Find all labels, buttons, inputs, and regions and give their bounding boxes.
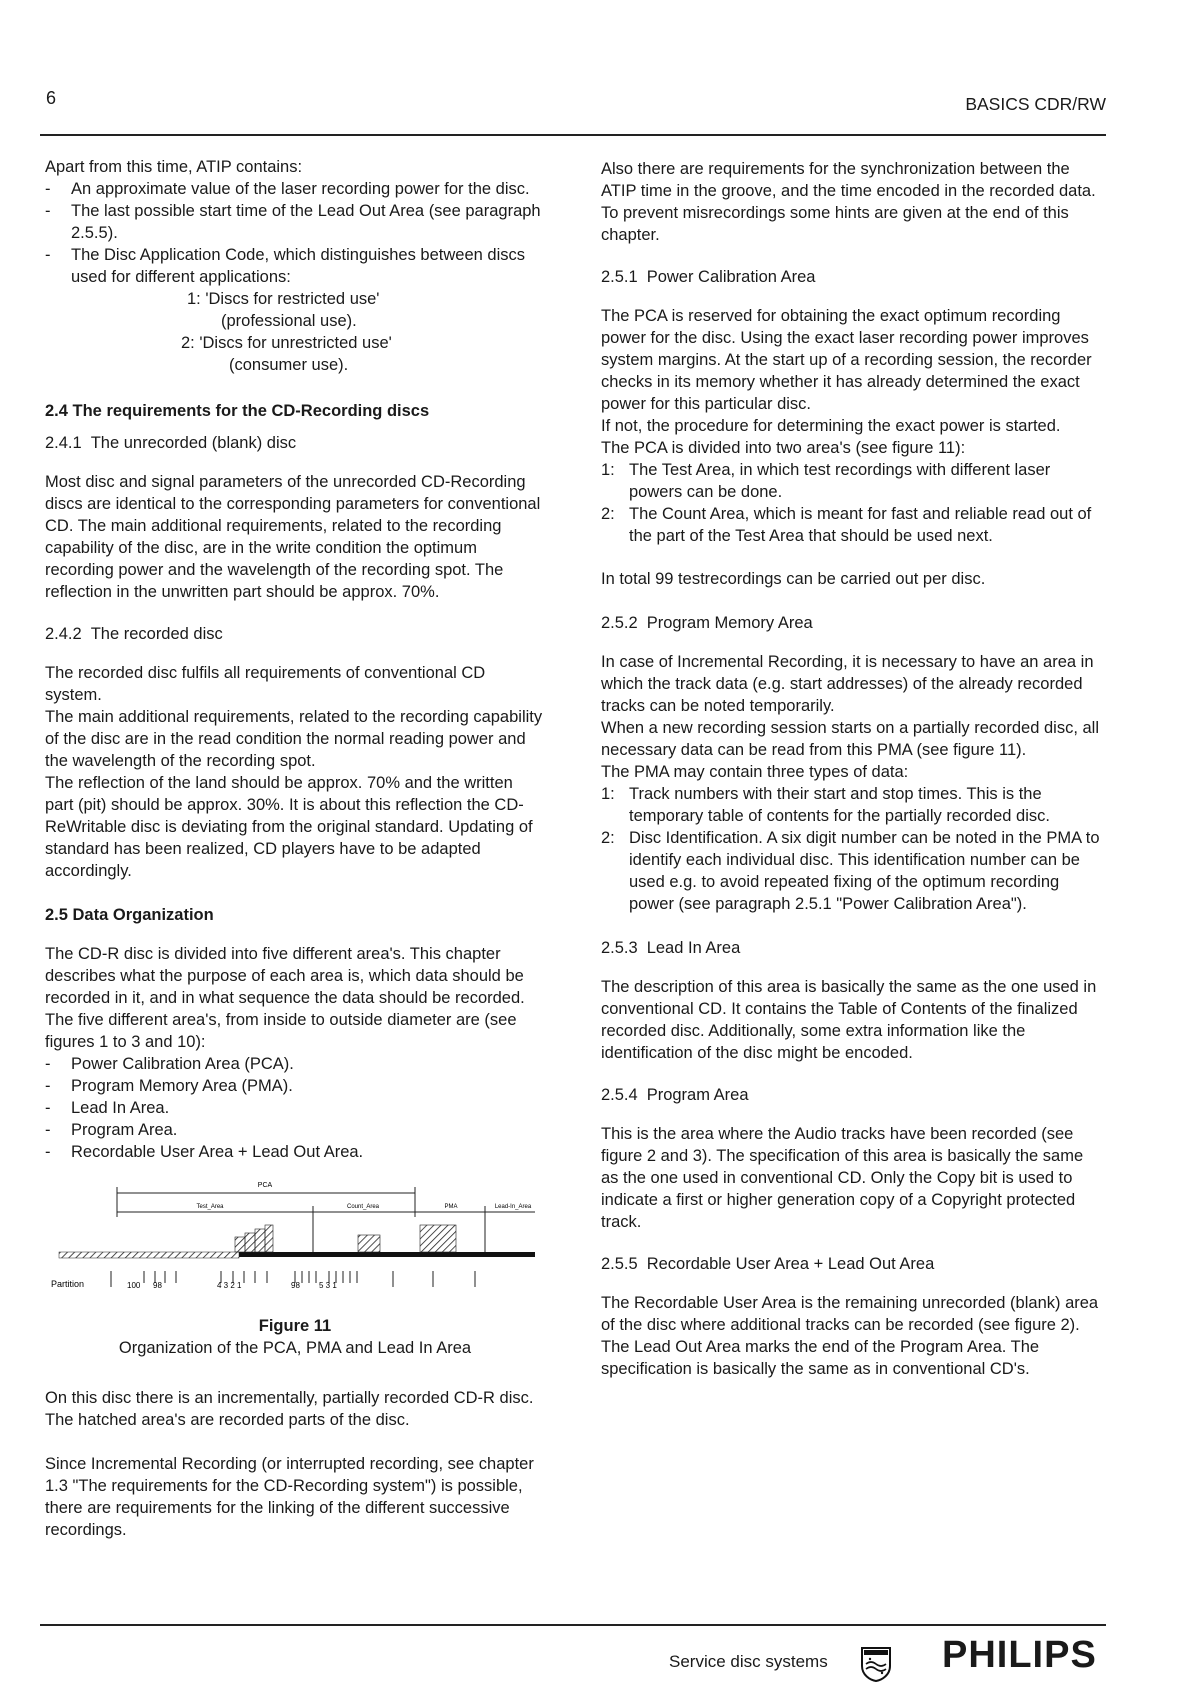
section-number: 2.5.3	[601, 939, 638, 957]
paragraph: The main additional requirements, related to the recording capability of the disc are in the read condition the normal reading power and the wavelength of the recording spot.	[45, 708, 543, 770]
paragraph: When a new recording session starts on a partially recorded disc, all necessary data can be read from this PMA (see figure 11).	[601, 719, 1099, 759]
section-heading-2-5-2	[601, 612, 1101, 634]
running-header: BASICS CDR/RW	[965, 94, 1106, 114]
section-title: Recordable User Area + Lead Out Area	[646, 1255, 935, 1273]
list-item-text: Recordable User Area + Lead Out Area.	[71, 1143, 364, 1161]
header-rule	[40, 134, 1106, 136]
paragraph: The CD-R disc is divided into five different area's. This chapter describes what the purpose of each area is, which data should be recorded in it, and in what sequence the data should be recorded. The five different area's, from inside to outside diameter are (see figures 1 to 3 and 10):	[45, 945, 525, 1051]
test-recording-block	[245, 1233, 255, 1252]
list-item: - Program Memory Area (PMA).	[45, 1077, 293, 1095]
list-marker: 2:	[601, 505, 615, 523]
section-heading-2-4: 2.4 The requirements for the CD-Recording discs	[45, 402, 430, 420]
list-item-text: Power Calibration Area (PCA).	[71, 1055, 294, 1073]
test-recording-block	[265, 1225, 273, 1252]
list-marker: 1:	[601, 461, 615, 479]
section-title: Lead In Area	[646, 939, 741, 957]
app-codes	[45, 288, 545, 376]
section-number: 2.5.4	[601, 1086, 638, 1104]
right-column	[601, 158, 1101, 1380]
paragraph: This is the area where the Audio tracks have been recorded (see figure 2 and 3). The specification of this area is basically the same as the one used in conventional CD. Only the Copy bit is used to indicate a first or higher generation copy of a Copyright protected track.	[601, 1125, 1084, 1231]
left-column	[45, 156, 545, 1541]
footer-service-text: Service disc systems	[669, 1652, 828, 1671]
section-heading-2-5-1	[601, 266, 1101, 288]
app-code-1: 1: 'Discs for restricted use'	[187, 290, 380, 308]
list-item: - An approximate value of the laser recording power for the disc.	[45, 180, 530, 198]
list-item	[601, 783, 1101, 827]
list-marker: 2:	[601, 829, 615, 847]
section-heading-2-5-5	[601, 1253, 1101, 1275]
paragraph: The PCA is reserved for obtaining the exact optimum recording power for the disc. Using the exact laser recording power improves system margins. At the start up of a recording session, the recorder checks in its memory whether it has already determined the exact power for this particular disc.	[601, 307, 1092, 413]
paragraph: The PMA may contain three types of data:	[601, 763, 909, 781]
count-area-label: Count_Area	[346, 1204, 380, 1210]
pma-block	[420, 1225, 456, 1252]
section-title: Program Memory Area	[646, 614, 813, 632]
section-number: 2.4.2	[45, 625, 82, 643]
figure-caption: Organization of the PCA, PMA and Lead In Area	[118, 1339, 472, 1357]
paragraph: To prevent misrecordings some hints are given at the end of this chapter.	[601, 204, 1069, 244]
list-item: - The last possible start time of the Lead Out Area (see paragraph 2.5.5).	[45, 202, 541, 242]
list-marker: 1:	[601, 785, 615, 803]
section-title: Power Calibration Area	[646, 268, 816, 286]
count-area-block	[358, 1235, 380, 1252]
paragraph: The Recordable User Area is the remaining unrecorded (blank) area of the disc where additional tracks can be recorded (see figure 2). The Lead Out Area marks the end of the Program Area. The specification is basically the same as in conventional CD's.	[601, 1294, 1099, 1378]
philips-logo: PHILIPS	[942, 1634, 1097, 1676]
partition-label: Partition	[51, 1279, 85, 1289]
paragraph: The recorded disc fulfils all requirements of conventional CD system.	[45, 664, 486, 704]
app-code-2-note: (consumer use).	[229, 356, 349, 374]
paragraph: On this disc there is an incrementally, partially recorded CD-R disc. The hatched area's are recorded parts of the disc.	[45, 1389, 534, 1429]
section-heading-2-4-2	[45, 623, 545, 645]
test-recording-block	[255, 1229, 265, 1252]
list-item-text: The Disc Application Code, which distinguishes between discs used for different applications:	[71, 246, 525, 286]
list-item-text: Lead In Area.	[71, 1099, 170, 1117]
tick-label-100: 100	[127, 1281, 141, 1290]
figure-title: Figure 11	[258, 1317, 332, 1335]
list-item: - Recordable User Area + Lead Out Area.	[45, 1143, 364, 1161]
tick-label-98: 98	[153, 1281, 162, 1290]
list-item-text: An approximate value of the laser recording power for the disc.	[71, 180, 530, 198]
pma-label: PMA	[444, 1204, 458, 1210]
figure-11-diagram	[45, 1175, 545, 1315]
atip-intro: Apart from this time, ATIP contains:	[45, 158, 303, 176]
paragraph: Since Incremental Recording (or interrupted recording, see chapter 1.3 "The requirements for the CD-Recording system") is possible, there are requirements for the linking of the different successive recordings.	[45, 1455, 534, 1539]
app-code-1-note: (professional use).	[221, 312, 357, 330]
list-item-text: The Test Area, in which test recordings with different laser powers can be done.	[629, 461, 1051, 501]
tick-label-531: 5 3 1	[319, 1281, 337, 1290]
paragraph: Most disc and signal parameters of the unrecorded CD-Recording discs are identical to the corresponding parameters for conventional CD. The main additional requirements, related to the recording capability of the disc, are in the write condition the optimum recording power and the wavelength of the recording spot. The reflection in the unwritten part should be approx. 70%.	[45, 473, 541, 601]
list-item: - Program Area.	[45, 1121, 178, 1139]
list-item: - The Disc Application Code, which distinguishes between discs used for different applications:	[45, 246, 525, 286]
section-title: Program Area	[646, 1086, 749, 1104]
philips-shield-icon	[860, 1646, 892, 1682]
section-number: 2.5.1	[601, 268, 638, 286]
paragraph: Also there are requirements for the synchronization between the ATIP time in the groove, and the time encoded in the recorded data.	[601, 160, 1096, 200]
paragraph: In case of Incremental Recording, it is necessary to have an area in which the track data (e.g. start addresses) of the already recorded tracks can be noted temporarily.	[601, 653, 1094, 715]
section-title: The recorded disc	[90, 625, 223, 643]
section-number: 2.5.5	[601, 1255, 638, 1273]
footer-rule	[40, 1624, 1106, 1626]
list-item-text: Disc Identification. A six digit number can be noted in the PMA to identify each individual disc. This identification number can be used e.g. to avoid repeated fixing of the optimum recording power (see paragraph 2.5.1 "Power Calibration Area").	[629, 829, 1100, 913]
list-item	[601, 503, 1101, 547]
section-heading-2-5-3	[601, 937, 1101, 959]
app-code-2: 2: 'Discs for unrestricted use'	[181, 334, 392, 352]
paragraph: The description of this area is basically the same as the one used in conventional CD. It contains the Table of Contents of the finalized recorded disc. Additionally, some extra information like the identification of the disc might be encoded.	[601, 978, 1097, 1062]
list-item-text: The Count Area, which is meant for fast and reliable read out of the part of the Test Area that should be used next.	[629, 505, 1092, 545]
paragraph: The reflection of the land should be approx. 70% and the written part (pit) should be approx. 30%. It is about this reflection the CD-ReWritable disc is deviating from the original standard. Updating of standard has been realized, CD players have to be adapted accordingly.	[45, 774, 533, 880]
list-item	[601, 459, 1101, 503]
section-heading-2-5-4	[601, 1084, 1101, 1106]
page-number: 6	[46, 88, 57, 108]
list-item-text: Track numbers with their start and stop times. This is the temporary table of contents for the partially recorded disc.	[629, 785, 1050, 825]
list-item-text: Program Memory Area (PMA).	[71, 1077, 293, 1095]
lead-in-label: Lead-In_Area	[494, 1204, 532, 1210]
disc-layout-diagram	[45, 1175, 545, 1315]
figure-caption-block	[45, 1315, 545, 1359]
tick-label-98b: 98	[291, 1281, 300, 1290]
section-heading-2-5: 2.5 Data Organization	[45, 906, 214, 924]
list-item: - Lead In Area.	[45, 1099, 170, 1117]
list-item: - Power Calibration Area (PCA).	[45, 1055, 294, 1073]
list-item-text: Program Area.	[71, 1121, 178, 1139]
paragraph: The PCA is divided into two area's (see figure 11):	[601, 439, 966, 457]
recorded-track-hatched	[59, 1252, 239, 1258]
list-item	[601, 827, 1101, 915]
paragraph: In total 99 testrecordings can be carried out per disc.	[601, 570, 986, 588]
list-item-text: The last possible start time of the Lead Out Area (see paragraph 2.5.5).	[71, 202, 541, 242]
test-area-label: Test_Area	[196, 1204, 224, 1210]
section-number: 2.5.2	[601, 614, 638, 632]
section-number: 2.4.1	[45, 434, 82, 452]
pca-label: PCA	[257, 1182, 273, 1189]
paragraph: If not, the procedure for determining the exact power is started.	[601, 417, 1061, 435]
track-baseline	[239, 1252, 535, 1257]
tick-label-4321: 4 3 2 1	[217, 1281, 242, 1290]
section-title: The unrecorded (blank) disc	[90, 434, 297, 452]
test-recording-block	[235, 1237, 245, 1252]
section-heading-2-4-1	[45, 432, 545, 454]
